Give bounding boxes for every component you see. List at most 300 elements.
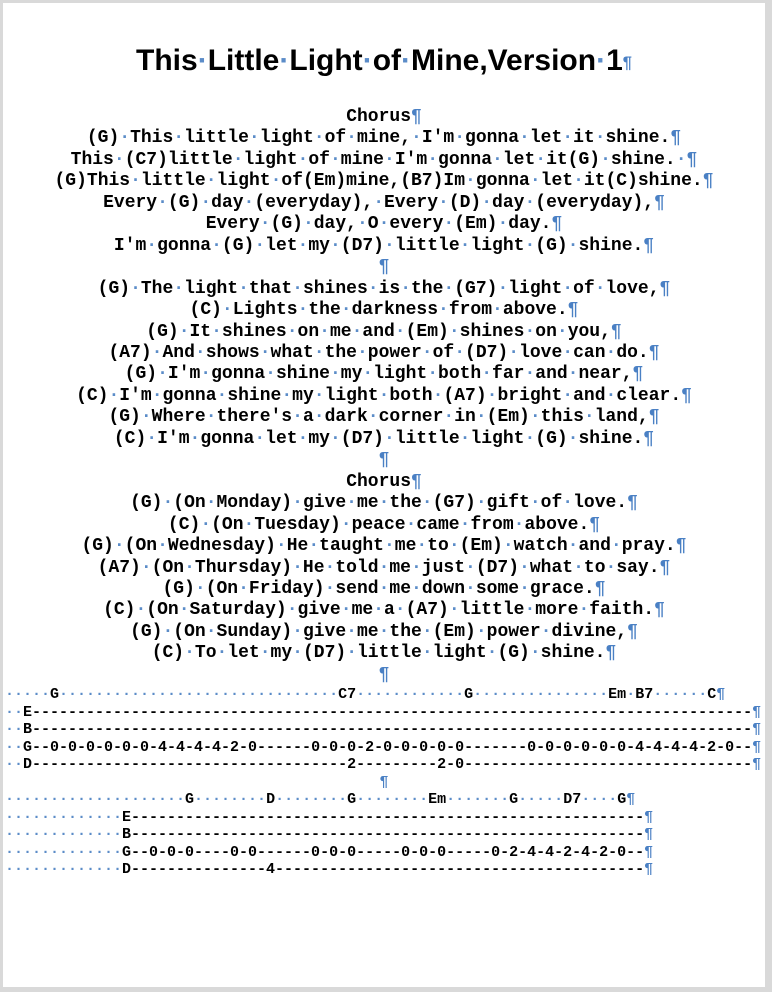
blank-line	[3, 257, 765, 278]
space-dots: ·	[119, 128, 131, 149]
space-dots: ·······························	[59, 686, 339, 704]
pilcrow-mark: ¶	[644, 843, 654, 861]
pilcrow-mark: ¶	[716, 686, 726, 704]
pilcrow-mark: ¶	[627, 621, 638, 642]
space-dots: ·	[205, 171, 217, 192]
pilcrow-mark: ¶	[686, 149, 698, 170]
space-dots: ··	[5, 721, 24, 739]
tab-section	[3, 791, 765, 879]
pilcrow-mark: ¶	[632, 364, 644, 385]
blank-section	[3, 665, 765, 686]
space-dots: ·····	[5, 686, 51, 704]
space-dots: ·	[448, 536, 460, 557]
pilcrow-mark: ¶	[567, 300, 579, 321]
lyric-line: (G)·(On·Monday)·give·me·the·(G7)·gift·of·love.¶	[130, 493, 638, 514]
space-dots: ·	[529, 643, 541, 664]
space-dots: ·	[292, 493, 303, 514]
space-dots: ·	[459, 428, 471, 449]
pilcrow-mark: ¶	[654, 192, 665, 213]
tab-line: ··B--------------------------------------------------------------------------------¶	[5, 721, 762, 739]
space-dots: ·	[378, 493, 390, 514]
lyric-line: (G)·The·light·that·shines·is·the·(G7)·light·of·love,¶	[97, 278, 671, 299]
pilcrow-mark: ¶	[379, 773, 389, 791]
lyric-line: (G)·It·shines·on·me·and·(Em)·shines·on·you,¶	[146, 321, 622, 342]
lyric-line: (G)·Where·there's·a·dark·corner·in·(Em)·this·land,¶	[108, 407, 660, 428]
space-dots: ·	[508, 342, 520, 363]
space-dots: ·	[270, 171, 282, 192]
pilcrow-mark: ¶	[752, 721, 762, 739]
space-dots: ·············	[5, 808, 123, 826]
space-dots: ·	[297, 235, 309, 256]
space-dots: ·	[443, 278, 455, 299]
space-dots: ·	[356, 342, 368, 363]
space-dots: ·	[243, 514, 255, 535]
space-dots: ·	[421, 643, 433, 664]
space-dots: ·	[279, 44, 290, 77]
tab-line: ·····G·······························C7············G···············Em·B7······C¶	[5, 686, 726, 704]
space-dots: ·	[362, 44, 373, 77]
space-dots: ·	[562, 128, 574, 149]
lyric-line: (C)·(On·Tuesday)·peace·came·from·above.¶	[167, 514, 601, 535]
space-dots: ·	[573, 557, 584, 578]
space-dots: ·	[259, 342, 271, 363]
tab-section	[3, 686, 765, 774]
lyric-line: (G)·This·little·light·of·mine,·I'm·gonna·let·it·shine.¶	[86, 128, 682, 149]
space-dots: ·	[200, 364, 212, 385]
pilcrow-mark: ¶	[702, 171, 714, 192]
pilcrow-mark: ¶	[644, 861, 654, 879]
document-title: This·Little·Light·of·Mine,Version·1¶	[136, 44, 632, 77]
space-dots: ·	[421, 493, 433, 514]
space-dots: ·	[394, 600, 406, 621]
space-dots: ·	[529, 493, 541, 514]
blank-line	[3, 450, 765, 471]
space-dots: ·······	[446, 791, 510, 809]
space-dots: ·	[524, 600, 536, 621]
space-dots: ·	[329, 149, 341, 170]
section-heading: Chorus¶	[346, 107, 422, 127]
space-dots: ·	[302, 214, 314, 235]
space-dots: ·	[400, 278, 411, 299]
pilcrow-mark: ¶	[648, 342, 660, 363]
space-dots: ·············	[5, 861, 123, 879]
space-dots: ·	[313, 385, 325, 406]
space-dots: ·	[519, 557, 530, 578]
space-dots: ·	[329, 428, 341, 449]
space-dots: ·	[567, 428, 579, 449]
pilcrow-mark: ¶	[752, 756, 762, 774]
space-dots: ·	[394, 321, 406, 342]
space-dots: ·	[605, 385, 617, 406]
space-dots: ·	[292, 643, 303, 664]
space-dots: ·	[173, 278, 185, 299]
lyric-line: Every·(G)·day·(everyday),·Every·(D)·day·(everyday),¶	[103, 192, 665, 213]
pilcrow-mark: ¶	[643, 235, 655, 256]
lyric-line: (C)·(On·Saturday)·give·me·a·(A7)·little·more·faith.¶	[103, 600, 665, 621]
space-dots: ·	[421, 621, 433, 642]
space-dots: ·	[448, 321, 460, 342]
space-dots: ··	[5, 703, 24, 721]
space-dots: ·	[346, 128, 357, 149]
space-dots: ·	[151, 342, 163, 363]
space-dots: ·	[524, 321, 536, 342]
lyrics-section	[3, 279, 765, 451]
space-dots: ·	[416, 536, 428, 557]
tab-line: ··G--0-0-0-0-0-0-4-4-4-4-2-0------0-0-0-2-0-0-0-0-0-------0-0-0-0-0-0-4-4-4-4-2-0--¶	[5, 738, 762, 756]
space-dots: ·	[567, 364, 579, 385]
space-dots: ·	[610, 536, 622, 557]
space-dots: ·	[367, 278, 379, 299]
space-dots: ·	[567, 235, 579, 256]
space-dots: ·	[562, 278, 574, 299]
pilcrow-mark: ¶	[752, 703, 762, 721]
space-dots: ·	[313, 342, 325, 363]
space-dots: ·	[605, 342, 617, 363]
space-dots: ·	[292, 621, 303, 642]
space-dots: ·	[346, 643, 357, 664]
space-dots: ·	[200, 192, 212, 213]
space-dots: ·	[378, 621, 390, 642]
space-dots: ·	[281, 385, 293, 406]
space-dots: ·	[254, 428, 266, 449]
space-dots: ·	[626, 686, 636, 704]
space-dots: ·	[378, 385, 390, 406]
space-dots: ·	[459, 514, 471, 535]
space-dots: ·	[248, 128, 260, 149]
space-dots: ·	[346, 621, 357, 642]
space-dots: ·	[421, 342, 433, 363]
space-dots: ·	[292, 278, 303, 299]
space-dots: ·	[173, 128, 185, 149]
space-dots: ·	[567, 536, 579, 557]
tab-line: ·············D---------------4-----------------------------------------¶	[5, 861, 654, 879]
space-dots: ·	[573, 171, 584, 192]
blank-section	[3, 257, 765, 278]
space-dots: ·	[189, 428, 201, 449]
pilcrow-mark: ¶	[610, 321, 622, 342]
space-dots: ·	[340, 514, 352, 535]
space-dots: ·	[162, 493, 174, 514]
space-dots: ·	[259, 214, 271, 235]
space-dots: ·	[197, 44, 208, 77]
pilcrow-mark: ¶	[411, 471, 422, 492]
space-dots: ·	[308, 536, 320, 557]
pilcrow-mark: ¶	[659, 278, 671, 299]
space-dots: ·	[146, 428, 158, 449]
pilcrow-mark: ¶	[670, 128, 682, 149]
space-dots: ·	[465, 578, 476, 599]
space-dots: ·	[135, 600, 147, 621]
space-dots: ·	[475, 621, 487, 642]
space-dots: ·	[362, 364, 374, 385]
space-dots: ·	[427, 364, 439, 385]
space-dots: ·	[297, 428, 309, 449]
pilcrow-mark: ¶	[648, 407, 660, 428]
space-dots: ·	[140, 407, 152, 428]
space-dots: ·	[524, 364, 536, 385]
space-dots: ·	[259, 643, 271, 664]
space-dots: ·	[297, 149, 309, 170]
space-dots: ····················	[5, 791, 186, 809]
space-dots: ·	[529, 407, 541, 428]
space-dots: ·	[340, 600, 352, 621]
space-dots: ·	[427, 149, 439, 170]
space-dots: ·	[475, 407, 487, 428]
space-dots: ·	[243, 192, 255, 213]
space-dots: ·	[502, 536, 514, 557]
space-dots: ········	[356, 791, 429, 809]
space-dots: ·	[513, 514, 525, 535]
lyric-line: Every·(G)·day,·O·every·(Em)·day.¶	[205, 214, 563, 235]
space-dots: ·	[275, 536, 287, 557]
space-dots: ·	[519, 128, 530, 149]
lyric-line: This·(C7)little·light·of·mine·I'm·gonna·let·it(G)·shine.·¶	[70, 149, 698, 170]
space-dots: ·	[524, 192, 536, 213]
space-dots: ·	[556, 321, 568, 342]
pilcrow-mark: ¶	[681, 385, 692, 406]
document-page	[3, 3, 765, 987]
space-dots: ·	[605, 557, 617, 578]
space-dots: ·	[524, 428, 536, 449]
space-dots: ·	[221, 300, 233, 321]
space-dots: ·	[184, 643, 195, 664]
space-dots: ·	[562, 493, 574, 514]
space-dots: ·	[184, 557, 195, 578]
pilcrow-mark: ¶	[378, 450, 390, 471]
lyric-line: (G)·(On·Friday)·send·me·down·some·grace.¶	[162, 578, 606, 599]
space-dots: ····	[581, 791, 618, 809]
space-dots: ·	[205, 621, 217, 642]
space-dots: ·	[524, 235, 536, 256]
pilcrow-mark: ¶	[659, 557, 671, 578]
space-dots: ·	[286, 321, 298, 342]
space-dots: ·	[465, 557, 476, 578]
document-body	[3, 107, 765, 879]
space-dots: ·	[329, 364, 341, 385]
space-dots: ·	[481, 192, 493, 213]
space-dots: ·	[194, 578, 206, 599]
space-dots: ···············	[473, 686, 609, 704]
space-dots: ·	[157, 192, 168, 213]
space-dots: ·	[448, 600, 460, 621]
space-dots: ·	[324, 578, 336, 599]
pilcrow-mark: ¶	[675, 536, 687, 557]
space-dots: ·	[254, 235, 266, 256]
space-dots: ·	[411, 128, 422, 149]
space-dots: ·	[378, 214, 390, 235]
lyrics-section	[3, 128, 765, 257]
space-dots: ·	[411, 578, 422, 599]
lyric-line: (G)·(On·Wednesday)·He·taught·me·to·(Em)·watch·and·pray.¶	[81, 536, 687, 557]
space-dots: ·	[486, 643, 498, 664]
space-dots: ·	[438, 192, 449, 213]
space-dots: ·	[356, 214, 368, 235]
tab-line: ·············G--0-0-0----0-0------0-0-0-----0-0-0-----0-2-4-4-2-4-2-0--¶	[5, 843, 654, 861]
space-dots: ·	[292, 557, 303, 578]
space-dots: ·	[232, 149, 244, 170]
space-dots: ·	[454, 342, 466, 363]
space-dots: ·	[443, 407, 455, 428]
pilcrow-mark: ¶	[654, 600, 665, 621]
space-dots: ·	[178, 600, 190, 621]
space-dots: ········	[194, 791, 267, 809]
space-dots: ·	[178, 321, 190, 342]
space-dots: ·	[157, 364, 168, 385]
pilcrow-mark: ¶	[589, 514, 601, 535]
lyric-line: (G)·I'm·gonna·shine·my·light·both·far·and·near,¶	[124, 364, 644, 385]
lyrics-section	[3, 493, 765, 665]
space-dots: ·············	[5, 843, 123, 861]
space-dots: ·	[378, 557, 390, 578]
space-dots: ·	[540, 621, 552, 642]
space-dots: ······	[653, 686, 708, 704]
space-dots: ·	[675, 149, 687, 170]
space-dots: ·	[113, 536, 125, 557]
blank-line	[3, 774, 765, 792]
space-dots: ·	[286, 600, 298, 621]
pilcrow-mark: ¶	[378, 257, 390, 278]
space-dots: ·	[405, 514, 417, 535]
section-heading: Chorus¶	[346, 471, 422, 492]
space-dots: ·	[438, 300, 449, 321]
pilcrow-mark: ¶	[594, 578, 606, 599]
space-dots: ·	[313, 407, 325, 428]
space-dots: ·	[492, 300, 503, 321]
lyric-line: (A7)·(On·Thursday)·He·told·me·just·(D7)·what·to·say.¶	[97, 557, 671, 578]
space-dots: ·	[313, 128, 325, 149]
tab-line: ··E--------------------------------------------------------------------------------¶	[5, 703, 762, 721]
heading-section	[3, 472, 765, 493]
pilcrow-mark: ¶	[378, 664, 390, 685]
pilcrow-mark: ¶	[605, 643, 617, 664]
space-dots: ·	[205, 407, 217, 428]
space-dots: ·	[146, 235, 158, 256]
space-dots: ·	[519, 578, 530, 599]
lyric-line: (C)·To·let·my·(D7)·little·light·(G)·shine.¶	[151, 643, 617, 664]
lyric-line: (A7)·And·shows·what·the·power·of·(D7)·love·can·do.¶	[108, 342, 660, 363]
space-dots: ·	[113, 149, 125, 170]
tab-line: ·············E---------------------------------------------------------¶	[5, 808, 654, 826]
blank-line	[3, 665, 765, 686]
space-dots: ·	[454, 128, 466, 149]
tab-line: ·············B---------------------------------------------------------¶	[5, 826, 654, 844]
pilcrow-mark: ¶	[643, 428, 655, 449]
space-dots: ·	[594, 128, 606, 149]
space-dots: ·	[238, 578, 249, 599]
space-dots: ·	[329, 235, 341, 256]
space-dots: ·	[562, 342, 574, 363]
space-dots: ·	[384, 428, 395, 449]
space-dots: ·	[373, 192, 384, 213]
space-dots: ·	[535, 149, 547, 170]
lyric-line: (C)·I'm·gonna·let·my·(D7)·little·light·(G)·shine.¶	[113, 428, 655, 449]
space-dots: ·	[384, 235, 395, 256]
space-dots: ········	[275, 791, 348, 809]
space-dots: ·	[465, 171, 476, 192]
space-dots: ·	[200, 514, 212, 535]
lyric-line: (C)·I'm·gonna·shine·my·light·both·(A7)·bright·and·clear.¶	[76, 385, 692, 406]
space-dots: ·	[130, 171, 141, 192]
space-dots: ·	[383, 536, 395, 557]
blank-section	[3, 450, 765, 471]
space-dots: ·	[346, 493, 357, 514]
space-dots: ·	[216, 643, 228, 664]
pilcrow-mark: ¶	[411, 107, 422, 127]
space-dots: ··	[5, 756, 24, 774]
space-dots: ·	[211, 321, 222, 342]
pilcrow-mark: ¶	[644, 808, 654, 826]
blank-section	[3, 774, 765, 792]
space-dots: ·	[529, 171, 541, 192]
space-dots: ·	[211, 235, 222, 256]
space-dots: ·	[492, 149, 503, 170]
pilcrow-mark: ¶	[551, 214, 563, 235]
lyric-line: (G)This·little·light·of(Em)mine,(B7)Im·gonna·let·it(C)shine.¶	[54, 171, 714, 192]
pilcrow-mark: ¶	[627, 493, 638, 514]
space-dots: ·	[157, 536, 168, 557]
space-dots: ·	[459, 235, 471, 256]
space-dots: ·	[486, 385, 498, 406]
space-dots: ·	[401, 44, 412, 77]
space-dots: ·	[340, 300, 352, 321]
space-dots: ·	[410, 557, 422, 578]
heading-section	[3, 107, 765, 128]
pilcrow-mark: ¶	[622, 54, 632, 72]
space-dots: ·	[481, 364, 493, 385]
space-dots: ·	[297, 300, 309, 321]
space-dots: ··	[5, 738, 24, 756]
space-dots: ·	[497, 278, 509, 299]
space-dots: ·	[475, 493, 487, 514]
space-dots: ·	[373, 600, 384, 621]
space-dots: ·	[562, 385, 574, 406]
space-dots: ·	[162, 621, 174, 642]
space-dots: ·	[443, 214, 455, 235]
space-dots: ·	[324, 557, 336, 578]
lyric-line: (C)·Lights·the·darkness·from·above.¶	[189, 300, 579, 321]
space-dots: ·	[432, 385, 444, 406]
space-dots: ·	[216, 385, 228, 406]
lyric-line: (G)·(On·Sunday)·give·me·the·(Em)·power·divine,¶	[130, 621, 638, 642]
space-dots: ·	[596, 44, 607, 77]
space-dots: ·············	[5, 826, 123, 844]
pilcrow-mark: ¶	[626, 791, 636, 809]
space-dots: ·	[292, 407, 303, 428]
tab-line: ····················G········D········G········Em·······G·····D7····G¶	[5, 791, 636, 809]
space-dots: ·····	[518, 791, 564, 809]
space-dots: ·	[384, 149, 395, 170]
space-dots: ·	[130, 278, 141, 299]
space-dots: ·	[205, 493, 217, 514]
space-dots: ·	[151, 385, 163, 406]
space-dots: ·	[194, 342, 206, 363]
space-dots: ·	[497, 214, 509, 235]
space-dots: ·	[108, 385, 120, 406]
space-dots: ·	[378, 578, 390, 599]
space-dots: ·	[600, 149, 611, 170]
pilcrow-mark: ¶	[644, 826, 654, 844]
pilcrow-mark: ¶	[752, 738, 762, 756]
space-dots: ·	[238, 278, 249, 299]
space-dots: ·	[319, 321, 330, 342]
space-dots: ·	[578, 600, 590, 621]
space-dots: ·	[351, 321, 363, 342]
space-dots: ·	[140, 557, 152, 578]
space-dots: ·	[265, 364, 276, 385]
space-dots: ·	[594, 278, 606, 299]
tab-line: ··D-----------------------------------2---------2-0--------------------------------¶	[5, 756, 762, 774]
space-dots: ············	[356, 686, 465, 704]
